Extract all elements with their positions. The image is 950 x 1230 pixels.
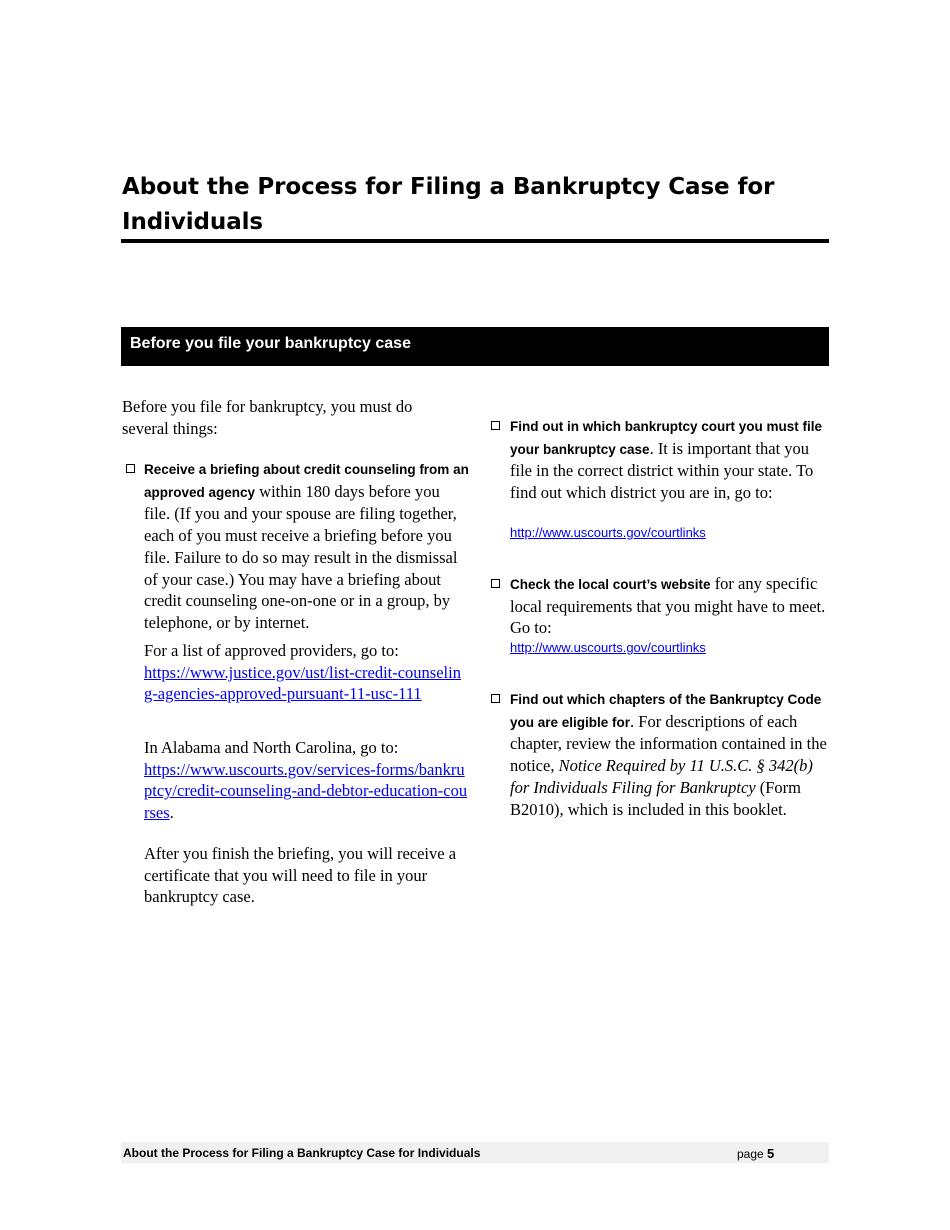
credit-counseling-body: within 180 days before you file. (If you and your spouse are filing together, each of you must receive a briefing before you file. Failure to do so may result in the dismissal of your case.) You may have a briefing about credit counseling one-on-one or in a group, by telephone, or by internet. (144, 481, 458, 632)
checkbox-icon (491, 579, 500, 588)
certificate-paragraph: After you finish the briefing, you will receive a certificate that you will need to file in your bankruptcy case. (144, 844, 457, 907)
providers-text: For a list of approved providers, go to: (144, 641, 399, 660)
checkbox-icon (126, 464, 135, 473)
section-heading-bar (121, 327, 829, 366)
providers-link[interactable]: https://www.justice.gov/ust/list-credit-counseling-agencies-approved-pursuant-11-usc-111 (144, 662, 461, 704)
page-footer (121, 1142, 829, 1163)
page-number: 5 (767, 1146, 775, 1161)
alabama-link[interactable]: https://www.uscourts.gov/services-forms/bankruptcy/credit-counseling-and-debtor-education-courses (144, 759, 468, 823)
checkbox-icon (491, 694, 500, 703)
providers-paragraph (144, 640, 469, 705)
chapters-body: . For descriptions of each chapter, review the information contained in the notice, (510, 711, 827, 776)
intro-paragraph: Before you file for bankruptcy, you must do several things: (122, 397, 413, 438)
credit-counseling-item (144, 458, 469, 634)
footer-title: About the Process for Filing a Bankruptcy Case for Individuals (123, 1146, 481, 1160)
court-item (510, 415, 828, 504)
courtlinks-link-1[interactable]: http://www.uscourts.gov/courtlinks (510, 525, 706, 540)
court-body: . It is important that you file in the correct district within your state. To find out which district you are in, go to: (510, 438, 814, 503)
credit-counseling-heading: Receive a briefing about credit counseling from an approved agency (144, 462, 469, 500)
courtlinks-link-2[interactable]: http://www.uscourts.gov/courtlinks (510, 640, 706, 655)
title-rule (121, 239, 829, 243)
chapters-item (510, 688, 828, 820)
alabama-paragraph (144, 737, 469, 824)
alabama-text: In Alabama and North Carolina, go to: (144, 738, 399, 757)
chapters-heading: Find out which chapters of the Bankruptcy Code you are eligible for (510, 692, 822, 730)
local-court-heading: Check the local court’s website (510, 577, 711, 592)
section-heading: Before you file your bankruptcy case (130, 335, 411, 352)
page-title: About the Process for Filing a Bankruptcy Case for Individuals (122, 174, 775, 235)
court-heading: Find out in which bankruptcy court you must file your bankruptcy case (510, 419, 823, 457)
page-indicator (737, 1146, 774, 1161)
notice-title: Notice Required by 11 U.S.C. § 342(b) for Individuals Filing for Bankruptcy (510, 756, 813, 797)
local-court-item (510, 573, 828, 639)
alabama-period: . (169, 803, 174, 823)
page-label: page (737, 1147, 768, 1161)
checkbox-icon (491, 421, 500, 430)
local-court-body: for any specific local requirements that you might have to meet. Go to: (510, 574, 826, 638)
chapters-tail: (Form B2010), which is included in this booklet. (510, 777, 802, 819)
